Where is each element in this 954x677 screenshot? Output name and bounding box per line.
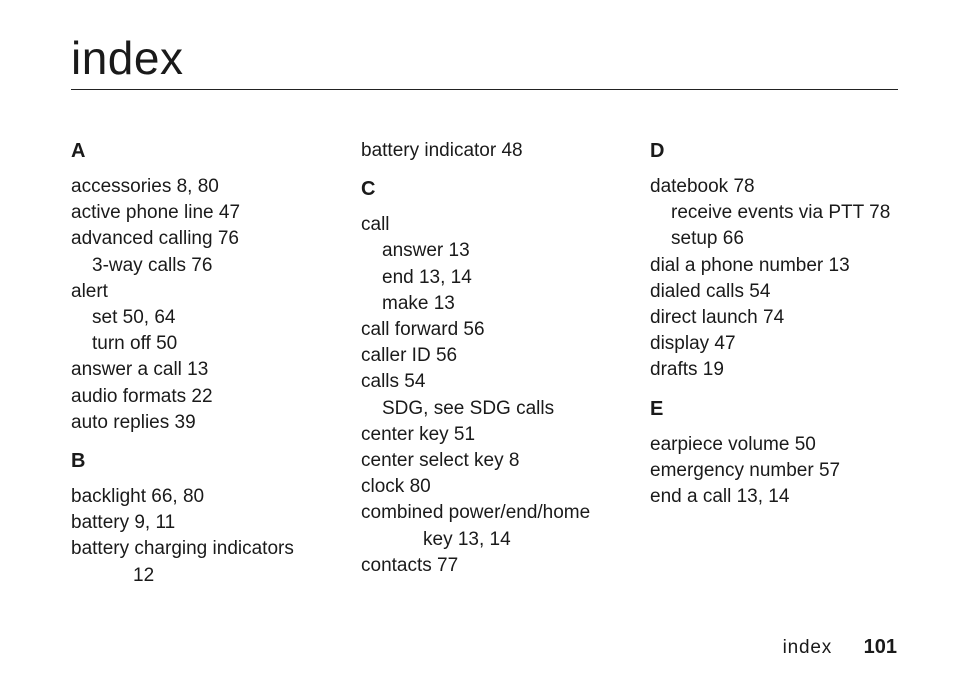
index-entry: auto replies 39: [71, 411, 196, 433]
index-entry: combined power/end/home: [361, 502, 591, 524]
index-subentry: answer 13: [382, 240, 470, 262]
index-subentry: make 13: [382, 292, 455, 314]
index-entry: battery charging indicators: [71, 538, 294, 560]
index-entry: calls 54: [361, 371, 426, 393]
index-entry: display 47: [650, 333, 736, 355]
index-entry: drafts 19: [650, 359, 724, 381]
title-rule: [71, 89, 898, 90]
index-entry: alert: [71, 280, 108, 302]
index-entry-continuation: key 13, 14: [423, 528, 511, 550]
index-subentry: end 13, 14: [382, 266, 472, 288]
index-subentry: turn off 50: [92, 333, 178, 355]
index-subentry: SDG, see SDG calls: [382, 397, 555, 419]
index-entry: answer a call 13: [71, 359, 209, 381]
index-entry: emergency number 57: [650, 459, 841, 481]
index-entry: accessories 8, 80: [71, 176, 219, 197]
index-entry: dialed calls 54: [650, 280, 771, 302]
index-letter-heading: B: [71, 450, 86, 473]
index-letter-heading: C: [361, 178, 376, 201]
index-entry: active phone line 47: [71, 202, 241, 224]
index-entry: end a call 13, 14: [650, 486, 790, 508]
index-letter-heading: D: [650, 140, 665, 162]
page-title: index: [71, 32, 184, 84]
index-subentry: receive events via PTT 78: [671, 202, 891, 224]
index-entry-continuation: 12: [133, 564, 155, 586]
index-letter-heading: A: [71, 140, 86, 162]
index-entry: clock 80: [361, 476, 431, 498]
index-entry: audio formats 22: [71, 385, 213, 407]
index-entry: advanced calling 76: [71, 228, 239, 250]
index-subentry: setup 66: [671, 228, 744, 250]
index-letter-heading: E: [650, 397, 664, 420]
index-entry: center select key 8: [361, 450, 520, 472]
index-entry: direct launch 74: [650, 307, 785, 329]
index-entry: battery 9, 11: [71, 512, 176, 534]
index-entry: dial a phone number 13: [650, 254, 850, 276]
index-entry: caller ID 56: [361, 345, 458, 367]
index-subentry: set 50, 64: [92, 307, 176, 329]
index-entry: call forward 56: [361, 319, 485, 341]
index-column-2: [361, 138, 631, 579]
page-number: 101: [863, 636, 897, 658]
index-entry: call: [361, 214, 390, 236]
index-subentry: 3-way calls 76: [92, 254, 213, 276]
index-column-1: [71, 138, 341, 589]
index-column-3: [650, 138, 910, 510]
footer-section-label: index: [782, 637, 832, 658]
index-entry: center key 51: [361, 423, 476, 445]
index-entry: backlight 66, 80: [71, 486, 205, 508]
index-entry: datebook 78: [650, 176, 755, 197]
index-entry: earpiece volume 50: [650, 433, 816, 455]
index-entry: contacts 77: [361, 554, 459, 576]
index-entry: battery indicator 48: [361, 140, 523, 161]
